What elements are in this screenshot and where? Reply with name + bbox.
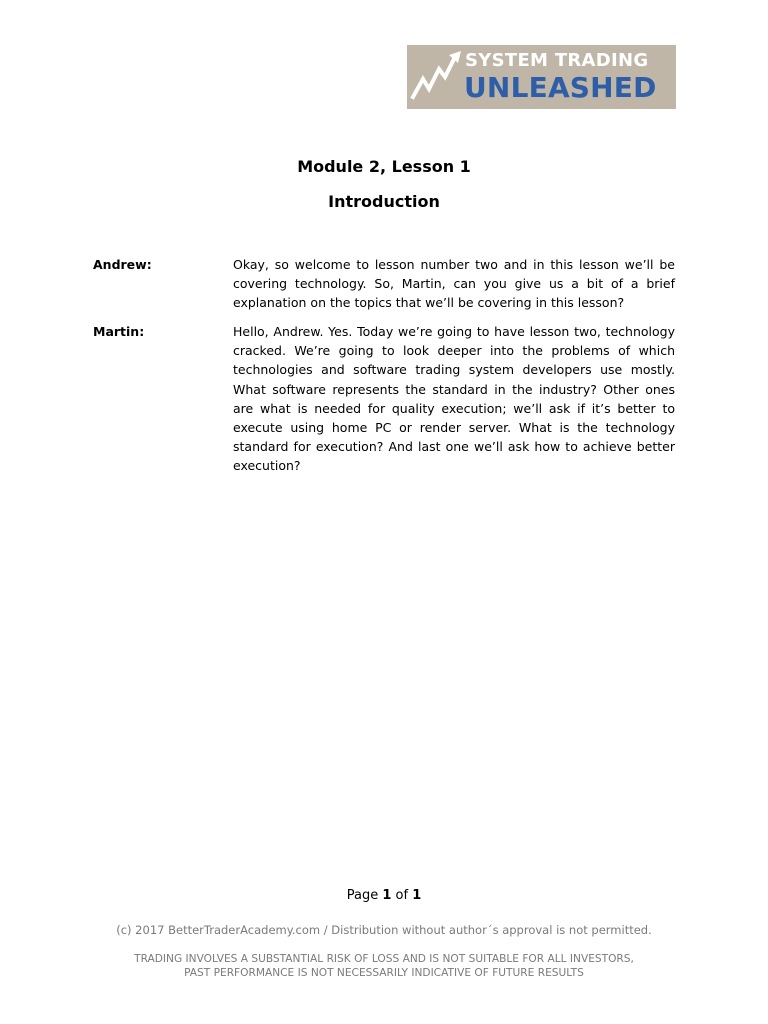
page-current: 1: [382, 888, 392, 903]
rising-arrow-icon: [407, 45, 467, 109]
lesson-title: Introduction: [328, 192, 440, 211]
risk-disclaimer: [0, 952, 768, 980]
speaker-name: Martin:: [93, 324, 145, 339]
module-title: Module 2, Lesson 1: [297, 157, 471, 176]
logo-line-system-trading: SYSTEM TRADING: [465, 50, 649, 71]
speech-text: Okay, so welcome to lesson number two and in this lesson we’ll be covering technology. So, Martin, can you give us a bit of a brief explanation on the topics that we’ll be covering in this lesson?: [233, 257, 675, 311]
disclaimer-line-1: TRADING INVOLVES A SUBSTANTIAL RISK OF LOSS AND IS NOT SUITABLE FOR ALL INVESTORS,: [134, 953, 634, 965]
speech-text: Hello, Andrew. Yes. Today we’re going to have lesson two, technology cracked. We’re going to look deeper into the problems of which technologies and software trading system developers use mostly. What software represents the standard in the industry? Other ones are what is needed for quality execution; we’ll ask if it’s better to execute using home PC or render server. What is the technology standard for execution? And last one we’ll ask how to achieve better execution?: [233, 324, 675, 474]
disclaimer-line-2: PAST PERFORMANCE IS NOT NECESSARILY INDICATIVE OF FUTURE RESULTS: [184, 967, 584, 979]
logo: [407, 45, 676, 109]
speaker-name: Andrew:: [93, 257, 152, 272]
logo-line-unleashed: UNLEASHED: [464, 71, 657, 104]
copyright-notice: (c) 2017 BetterTraderAcademy.com / Distribution without author´s approval is not permitted.: [116, 923, 652, 937]
page-of: of: [391, 888, 413, 903]
page-number: [0, 888, 768, 903]
page-total: 1: [412, 888, 422, 903]
page-prefix: Page: [346, 888, 383, 903]
